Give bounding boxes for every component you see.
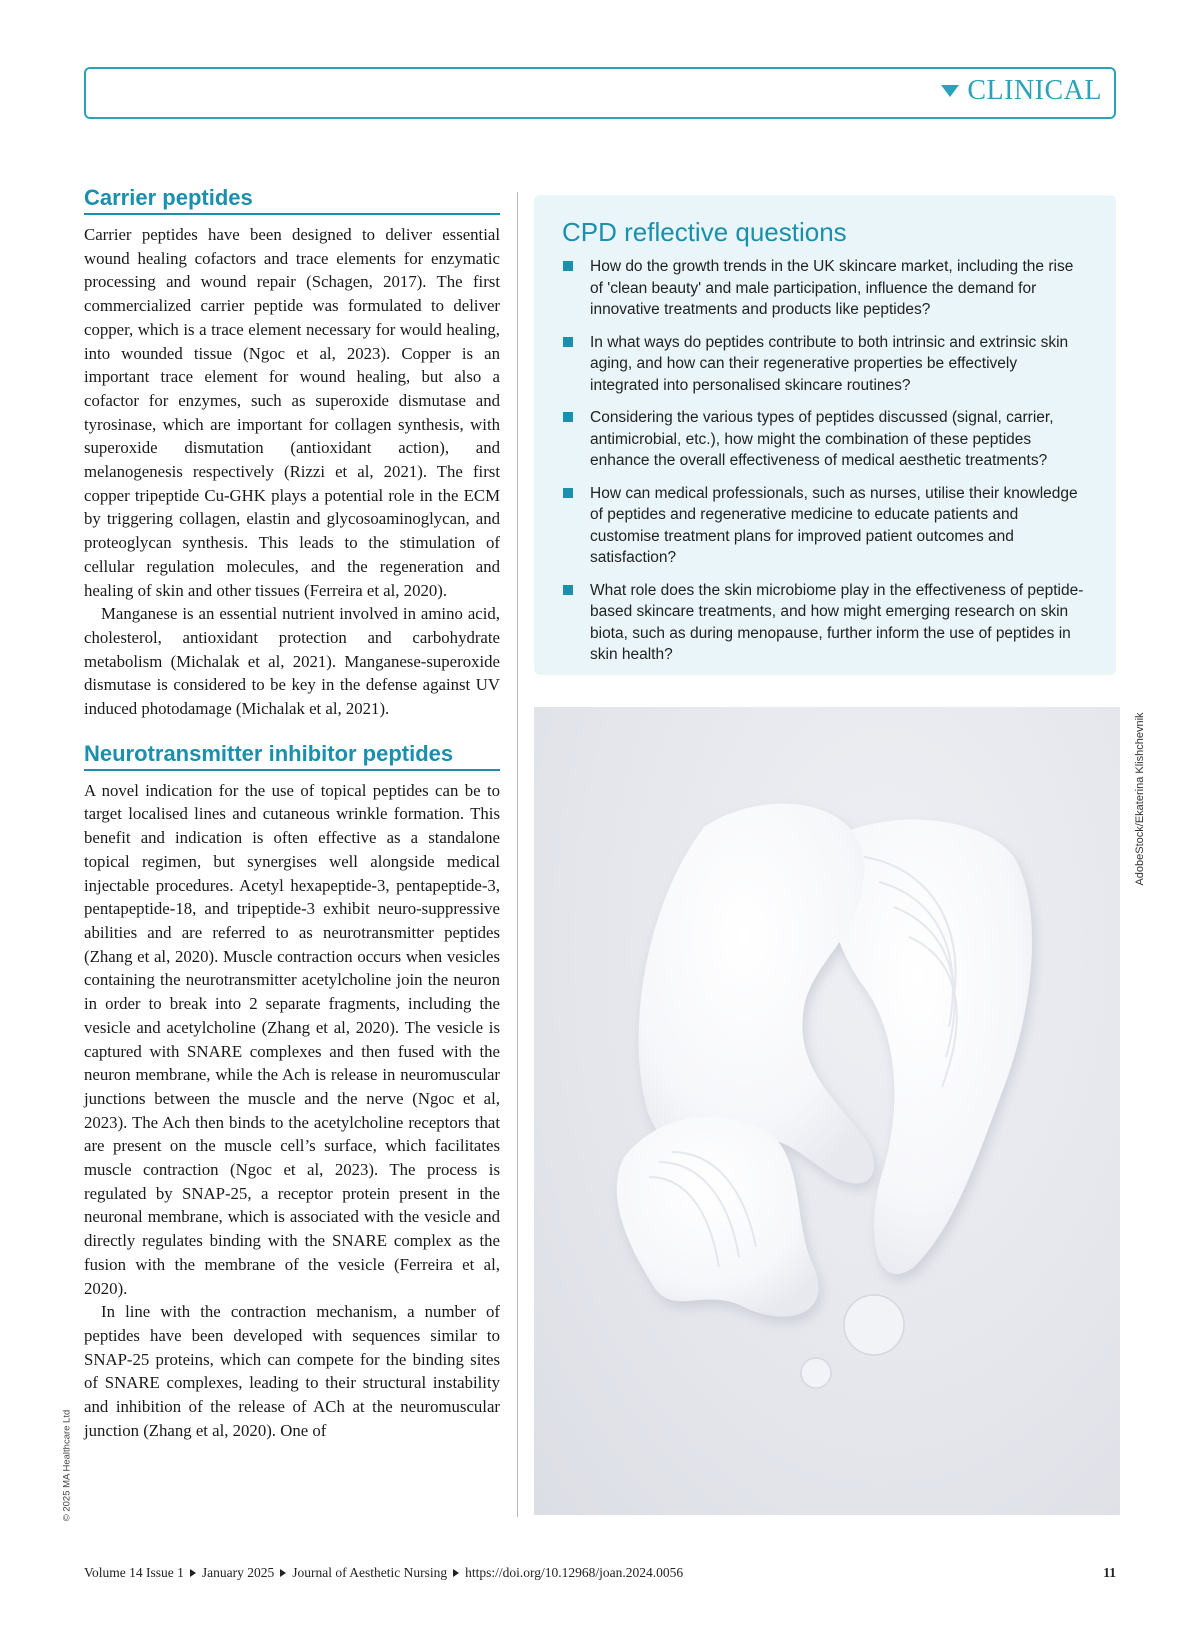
cpd-question-text: How can medical professionals, such as nurses, utilise their knowledge of peptides and regenerative medicine to educate patients and customise treatment plans for improved patient outcomes and satisfaction?	[590, 484, 1078, 566]
cream-swatch-photo	[534, 707, 1120, 1515]
cpd-questions-box	[534, 195, 1116, 675]
neuro-paragraph-1: A novel indication for the use of topical peptides can be to target localised lines and cutaneous wrinkle formation. This benefit and indication is often effective as a standalone topical regimen, but synergises well alongside medical injectable procedures. Acetyl hexapeptide-3, pentapeptide-3, pentapeptide-18, and tripeptide-3 exhibit neuro-suppressive abilities and are referred to as neurotransmitter peptides (Zhang et al, 2020). Muscle contraction occurs when vesicles containing the neurotransmitter acetylcholine join the neuron in order to break into 2 separate fragments, including the vesicle and acetylcholine (Zhang et al, 2020). The vesicle is captured with SNARE complexes and then fused with the neuron membrane, while the Ach is release in neuromuscular junctions between the muscle and the nerve (Ngoc et al, 2023). The Ach then binds to the acetylcholine receptors that are present on the muscle cell’s surface, which facilitates muscle contraction (Ngoc et al, 2023). The process is regulated by SNAP-25, a receptor protein present in the neuronal membrane, which is associated with the vesicle and directly regulates binding with the SNARE complex as the fusion with the membrane of the vesicle (Ferreira et al, 2020).	[84, 780, 500, 1298]
section-header-box	[84, 67, 1116, 119]
copyright-text: © 2025 MA Healthcare Ltd	[61, 1409, 73, 1522]
cpd-title: CPD reflective questions	[562, 217, 847, 247]
triangle-down-icon	[941, 85, 959, 97]
section-label-text: CLINICAL	[967, 75, 1102, 106]
cream-swatch-illustration	[534, 707, 1120, 1515]
triangle-right-icon	[280, 1569, 286, 1577]
cpd-question-list	[562, 256, 1088, 666]
section-label	[941, 75, 1102, 107]
copyright-notice	[58, 1400, 72, 1530]
square-bullet-icon	[563, 261, 573, 271]
cpd-question-text: Considering the various types of peptides discussed (signal, carrier, antimicrobial, etc.), how might the combination of these peptides enhance the overall effectiveness of medical aesthetic treatments?	[590, 409, 1054, 469]
square-bullet-icon	[563, 585, 573, 595]
footer-date: January 2025	[201, 1565, 275, 1580]
cpd-question	[562, 580, 1088, 666]
triangle-right-icon	[190, 1569, 196, 1577]
footer-volume: Volume 14 Issue 1	[84, 1565, 184, 1580]
cpd-question-text: What role does the skin microbiome play in the effectiveness of peptide-based skincare treatments, and how might emerging research on skin biota, such as during menopause, further inform the use of peptides in skin health?	[590, 581, 1084, 663]
carrier-paragraph-1: Carrier peptides have been designed to deliver essential wound healing cofactors and trace elements for enzymatic processing and wound repair (Schagen, 2017). The first commercialized carrier peptide was formulated to deliver copper, which is a trace element necessary for would healing, into wounded tissue (Ngoc et al, 2023). Copper is an important trace element for wound healing, but also a cofactor for enzymes, such as superoxide dismutase and tyrosinase, which are important for collagen synthesis, with superoxide dismutation (antioxidant action), and melanogenesis respectively (Rizzi et al, 2021). The first copper tripeptide Cu-GHK plays a potential role in the ECM by triggering collagen, elastin and glycosoaminoglycan, and proteoglycan synthesis. This leads to the stimulation of cellular regulation molecules, and the regeneration and healing of skin and other tissues (Ferreira et al, 2020).	[84, 225, 500, 600]
cpd-question	[562, 256, 1088, 321]
cpd-question-text: In what ways do peptides contribute to both intrinsic and extrinsic skin aging, and how can their regenerative properties be effectively integrated into personalised skincare routines?	[590, 333, 1069, 394]
cpd-question	[562, 407, 1088, 472]
cpd-question-text: How do the growth trends in the UK skincare market, including the rise of 'clean beauty' and male participation, influence the demand for innovative treatments and products like peptides?	[590, 258, 1074, 318]
page-number: 11	[1103, 1565, 1116, 1580]
image-credit	[1126, 707, 1146, 887]
carrier-peptides-heading: Carrier peptides	[84, 185, 500, 215]
triangle-right-icon	[453, 1569, 459, 1577]
cpd-question	[562, 332, 1088, 397]
image-credit-text: AdobeStock/Ekaterina Klishchevnik	[1134, 712, 1146, 886]
square-bullet-icon	[563, 337, 573, 347]
column-divider	[517, 192, 518, 1517]
square-bullet-icon	[563, 412, 573, 422]
footer-doi-link[interactable]: https://doi.org/10.12968/joan.2024.0056	[465, 1565, 684, 1580]
carrier-paragraph-2: Manganese is an essential nutrient involved in amino acid, cholesterol, antioxidant protection and carbohydrate metabolism (Michalak et al, 2021). Manganese-superoxide dismutase is considered to be key in the defense against UV induced photodamage (Michalak et al, 2021).	[84, 604, 500, 719]
left-column	[84, 185, 500, 1442]
cpd-question	[562, 483, 1088, 569]
page-footer	[84, 1565, 1116, 1581]
neuro-paragraph-2: In line with the contraction mechanism, a number of peptides have been developed with sequences similar to SNAP-25 proteins, which can compete for the binding sites of SNARE complexes, leading to their structural instability and inhibition of the release of ACh at the neuromuscular junction (Zhang et al, 2020). One of	[84, 1302, 500, 1440]
footer-journal: Journal of Aesthetic Nursing	[292, 1565, 448, 1580]
neurotransmitter-peptides-heading: Neurotransmitter inhibitor peptides	[84, 741, 500, 771]
square-bullet-icon	[563, 488, 573, 498]
